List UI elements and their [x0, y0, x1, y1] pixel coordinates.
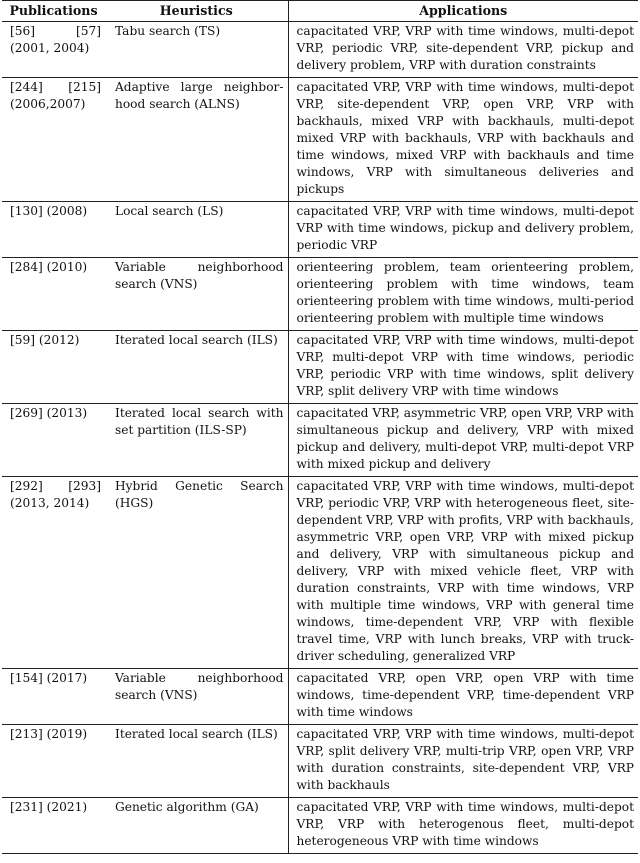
publication-cell: [284] (2010)	[2, 258, 105, 331]
applications-cell: capacitated VRP, VRP with time windows, multi-depot VRP with time windows, pickup and delivery problem, periodic VRP	[288, 202, 638, 258]
table-row	[2, 258, 638, 331]
applications-cell: capacitated VRP, VRP with time windows, multi-depot VRP, split delivery VRP, multi-trip VRP, open VRP, VRP with duration constraints, site-dependent VRP, VRP with backhauls	[288, 725, 638, 798]
table-row	[2, 22, 638, 78]
heuristic-cell: Tabu search (TS)	[105, 22, 288, 78]
header-publications: Publications	[2, 1, 105, 22]
heuristic-cell: Local search (LS)	[105, 202, 288, 258]
header-heuristics: Heuristics	[105, 1, 288, 22]
publication-cell: [269] (2013)	[2, 404, 105, 477]
publication-cell: [292] [293] (2013, 2014)	[2, 477, 105, 669]
applications-cell: capacitated VRP, VRP with time windows, multi-depot VRP, VRP with heterogenous fleet, multi-depot heterogeneous VRP with time windows	[288, 798, 638, 854]
table-row	[2, 202, 638, 258]
table-row	[2, 404, 638, 477]
heuristic-cell: Adaptive large neighbor-hood search (ALNS)	[105, 78, 288, 202]
applications-cell: capacitated VRP, VRP with time windows, multi-depot VRP, multi-depot VRP with time windows, periodic VRP, periodic VRP with time windows, split delivery VRP, split delivery VRP with time windows	[288, 331, 638, 404]
publication-cell: [244] [215] (2006,2007)	[2, 78, 105, 202]
applications-cell: capacitated VRP, asymmetric VRP, open VRP, VRP with simultaneous pickup and delivery, VRP with mixed pickup and delivery, multi-depot VRP, multi-depot VRP with mixed pickup and delivery	[288, 404, 638, 477]
table-row	[2, 331, 638, 404]
heuristic-cell: Variable neighborhood search (VNS)	[105, 258, 288, 331]
publication-cell: [213] (2019)	[2, 725, 105, 798]
applications-cell: capacitated VRP, VRP with time windows, multi-depot VRP, periodic VRP, site-dependent VRP, pickup and delivery problem, VRP with duration constraints	[288, 22, 638, 78]
table-row	[2, 669, 638, 725]
heuristic-cell: Iterated local search with set partition (ILS-SP)	[105, 404, 288, 477]
publication-cell: [231] (2021)	[2, 798, 105, 854]
applications-cell: capacitated VRP, open VRP, open VRP with time windows, time-dependent VRP, time-dependent VRP with time windows	[288, 669, 638, 725]
heuristic-cell: Genetic algorithm (GA)	[105, 798, 288, 854]
table-row	[2, 78, 638, 202]
publication-cell: [130] (2008)	[2, 202, 105, 258]
heuristic-cell: Variable neighborhood search (VNS)	[105, 669, 288, 725]
applications-cell: orienteering problem, team orienteering problem, orienteering problem with time windows, team orienteering problem with time windows, multi-period orienteering problem with multiple time windows	[288, 258, 638, 331]
table-row	[2, 477, 638, 669]
table-row	[2, 798, 638, 854]
applications-cell: capacitated VRP, VRP with time windows, multi-depot VRP, periodic VRP, VRP with heterogeneous fleet, site-dependent VRP, VRP with profits, VRP with backhauls, asymmetric VRP, open VRP, VRP with mixed pickup and delivery, VRP with simultaneous pickup and delivery, VRP with mixed vehicle fleet, VRP with duration constraints, VRP with time windows, VRP with multiple time windows, VRP with general time windows, time-dependent VRP, VRP with flexible travel time, VRP with lunch breaks, VRP with truck-driver scheduling, generalized VRP	[288, 477, 638, 669]
heuristic-cell: Iterated local search (ILS)	[105, 331, 288, 404]
heuristic-cell: Hybrid Genetic Search (HGS)	[105, 477, 288, 669]
publication-cell: [56] [57] (2001, 2004)	[2, 22, 105, 78]
heuristic-cell: Iterated local search (ILS)	[105, 725, 288, 798]
header-applications: Applications	[288, 1, 638, 22]
publication-cell: [154] (2017)	[2, 669, 105, 725]
header-row	[2, 1, 638, 22]
publication-cell: [59] (2012)	[2, 331, 105, 404]
heuristics-table	[2, 0, 638, 854]
table-row	[2, 725, 638, 798]
applications-cell: capacitated VRP, VRP with time windows, multi-depot VRP, site-dependent VRP, open VRP, VRP with backhauls, mixed VRP with backhauls, multi-depot mixed VRP with backhauls, VRP with backhauls and time windows, mixed VRP with backhauls and time windows, VRP with simultaneous deliveries and pickups	[288, 78, 638, 202]
